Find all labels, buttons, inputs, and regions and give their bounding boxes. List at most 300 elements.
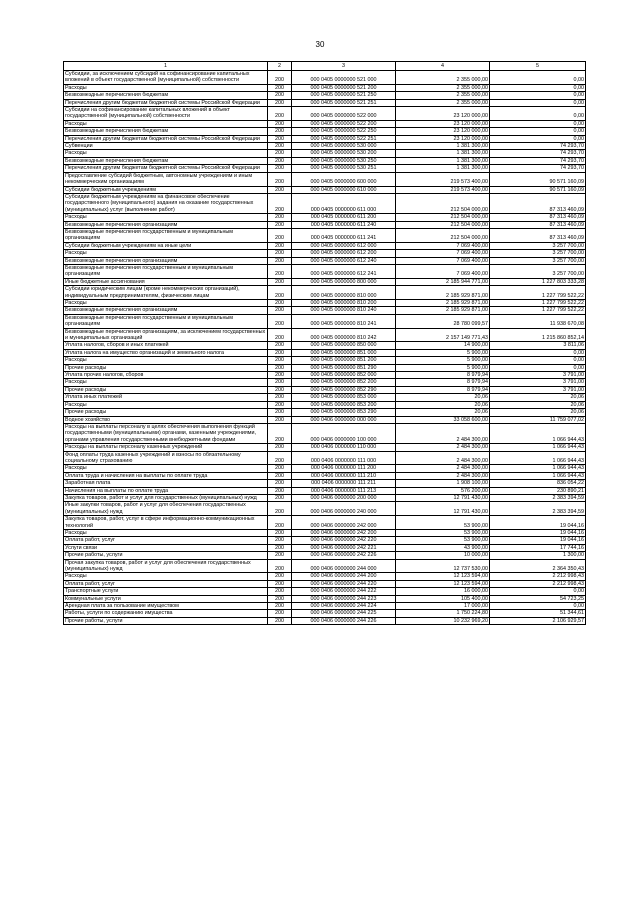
- row-name-cell: Субсидии на софинансирование капитальных вложений в объект государственной (муниципальной) собственности: [64, 107, 268, 121]
- row-executed-cell: 51 344,61: [490, 610, 586, 617]
- row-executed-cell: 2 106 929,57: [490, 617, 586, 624]
- budget-table: [63, 61, 586, 625]
- row-budget-code-cell: 000 0406 0000000 244 200: [292, 573, 396, 580]
- row-line-code-cell: 200: [268, 165, 292, 172]
- row-line-code-cell: 200: [268, 552, 292, 559]
- row-executed-cell: 87 313 460,09: [490, 228, 586, 242]
- row-budget-code-cell: 000 0406 0000000 242 226: [292, 552, 396, 559]
- row-name-cell: Расходы: [64, 530, 268, 537]
- row-approved-cell: 12 123 594,00: [396, 580, 490, 587]
- row-name-cell: Расходы: [64, 300, 268, 307]
- row-line-code-cell: 200: [268, 214, 292, 221]
- row-line-code-cell: 200: [268, 580, 292, 587]
- row-budget-code-cell: 000 0405 0000000 852 200: [292, 379, 396, 386]
- row-approved-cell: 212 504 000,00: [396, 228, 490, 242]
- row-executed-cell: 1 227 799 522,22: [490, 307, 586, 314]
- row-line-code-cell: 200: [268, 107, 292, 121]
- row-approved-cell: 20,06: [396, 401, 490, 408]
- row-budget-code-cell: 000 0406 0000000 244 226: [292, 617, 396, 624]
- row-name-cell: Расходы: [64, 250, 268, 257]
- table-row: [64, 92, 586, 99]
- row-name-cell: Безвозмездные перечисления бюджетам: [64, 128, 268, 135]
- row-budget-code-cell: 000 0405 0000000 810 000: [292, 286, 396, 300]
- table-row: [64, 250, 586, 257]
- row-executed-cell: 2 383 394,59: [490, 494, 586, 501]
- page-number: 30: [315, 40, 325, 49]
- row-name-cell: Субвенции: [64, 143, 268, 150]
- row-approved-cell: 14 900,00: [396, 342, 490, 349]
- row-approved-cell: 2 157 149 771,43: [396, 328, 490, 342]
- row-budget-code-cell: 000 0406 0000000 242 220: [292, 537, 396, 544]
- row-executed-cell: 0,00: [490, 99, 586, 106]
- table-row: [64, 386, 586, 393]
- header-cell: 2: [268, 62, 292, 71]
- header-cell: 5: [490, 62, 586, 71]
- row-approved-cell: 12 737 530,00: [396, 559, 490, 573]
- table-row: [64, 559, 586, 573]
- row-executed-cell: 74 293,70: [490, 165, 586, 172]
- row-name-cell: Субсидии бюджетным учреждениям на финансовое обеспечение государственного (муниципального) задания на оказание государственных (муниципальных) услуг (выполнение работ): [64, 193, 268, 213]
- row-name-cell: Оплата работ, услуг: [64, 580, 268, 587]
- row-line-code-cell: 200: [268, 401, 292, 408]
- row-line-code-cell: 200: [268, 257, 292, 264]
- row-name-cell: Субсидии бюджетным учреждениям: [64, 186, 268, 193]
- table-row: [64, 357, 586, 364]
- row-name-cell: Расходы: [64, 379, 268, 386]
- row-name-cell: Безвозмездные перечисления государственным и муниципальным организациям: [64, 228, 268, 242]
- row-approved-cell: 219 573 400,00: [396, 172, 490, 186]
- row-name-cell: Уплата иных платежей: [64, 394, 268, 401]
- table-row: [64, 617, 586, 624]
- row-executed-cell: 19 044,16: [490, 537, 586, 544]
- row-executed-cell: 0,00: [490, 349, 586, 356]
- row-approved-cell: 2 185 929 871,00: [396, 300, 490, 307]
- row-line-code-cell: 200: [268, 494, 292, 501]
- row-approved-cell: 23 120 000,00: [396, 107, 490, 121]
- table-row: [64, 588, 586, 595]
- row-approved-cell: 2 484 300,00: [396, 451, 490, 465]
- row-approved-cell: 17 000,00: [396, 603, 490, 610]
- row-name-cell: Безвозмездные перечисления государственным и муниципальным организациям: [64, 264, 268, 278]
- row-line-code-cell: 200: [268, 84, 292, 91]
- row-executed-cell: 20,06: [490, 409, 586, 416]
- table-row: [64, 150, 586, 157]
- row-budget-code-cell: 000 0405 0000000 530 000: [292, 143, 396, 150]
- row-approved-cell: 1 381 300,00: [396, 143, 490, 150]
- table-row: [64, 349, 586, 356]
- row-name-cell: Перечисления другим бюджетам бюджетной системы Российской Федерации: [64, 135, 268, 142]
- row-executed-cell: 0,00: [490, 71, 586, 85]
- row-executed-cell: 1 300,00: [490, 552, 586, 559]
- row-budget-code-cell: 000 0405 0000000 610 000: [292, 186, 396, 193]
- row-budget-code-cell: 000 0405 0000000 853 290: [292, 409, 396, 416]
- table-row: [64, 214, 586, 221]
- table-row: [64, 537, 586, 544]
- row-approved-cell: 1 381 300,00: [396, 150, 490, 157]
- row-line-code-cell: 200: [268, 186, 292, 193]
- row-executed-cell: 230 890,21: [490, 487, 586, 494]
- table-row: [64, 328, 586, 342]
- row-approved-cell: 23 120 000,00: [396, 135, 490, 142]
- row-executed-cell: 54 723,25: [490, 595, 586, 602]
- table-row: [64, 416, 586, 423]
- row-budget-code-cell: 000 0406 0000000 240 000: [292, 502, 396, 516]
- row-budget-code-cell: 000 0405 0000000 853 200: [292, 401, 396, 408]
- row-budget-code-cell: 000 0406 0000000 111 200: [292, 465, 396, 472]
- row-executed-cell: 1 227 799 522,22: [490, 286, 586, 300]
- row-approved-cell: 2 484 300,00: [396, 465, 490, 472]
- table-row: [64, 228, 586, 242]
- row-line-code-cell: 200: [268, 193, 292, 213]
- row-executed-cell: 3 791,00: [490, 379, 586, 386]
- table-row: [64, 128, 586, 135]
- row-budget-code-cell: 000 0405 0000000 810 240: [292, 307, 396, 314]
- table-row: [64, 242, 586, 249]
- row-line-code-cell: 200: [268, 357, 292, 364]
- table-row: [64, 573, 586, 580]
- row-name-cell: Уплата налогов, сборов и иных платежей: [64, 342, 268, 349]
- row-approved-cell: 53 900,00: [396, 530, 490, 537]
- row-name-cell: Услуги связи: [64, 544, 268, 551]
- row-line-code-cell: 200: [268, 480, 292, 487]
- table-row: [64, 193, 586, 213]
- row-budget-code-cell: 000 0406 0000000 244 225: [292, 610, 396, 617]
- row-executed-cell: 2 212 998,43: [490, 573, 586, 580]
- header-cell: 3: [292, 62, 396, 71]
- row-budget-code-cell: 000 0406 0000000 111 210: [292, 472, 396, 479]
- row-line-code-cell: 200: [268, 221, 292, 228]
- row-executed-cell: 0,00: [490, 84, 586, 91]
- row-executed-cell: 0,00: [490, 364, 586, 371]
- row-budget-code-cell: 000 0405 0000000 521 200: [292, 84, 396, 91]
- row-name-cell: Безвозмездные перечисления организациям, за исключением государственных и муниципальных организаций: [64, 328, 268, 342]
- table-row: [64, 278, 586, 285]
- row-line-code-cell: 200: [268, 379, 292, 386]
- row-line-code-cell: 200: [268, 314, 292, 328]
- row-approved-cell: 20,06: [396, 409, 490, 416]
- row-executed-cell: 0,00: [490, 120, 586, 127]
- row-line-code-cell: 200: [268, 286, 292, 300]
- row-line-code-cell: 200: [268, 150, 292, 157]
- table-row: [64, 186, 586, 193]
- row-name-cell: Безвозмездные перечисления организациям: [64, 221, 268, 228]
- table-row: [64, 307, 586, 314]
- row-approved-cell: 1 381 300,00: [396, 157, 490, 164]
- row-approved-cell: 23 120 000,00: [396, 120, 490, 127]
- row-budget-code-cell: 000 0405 0000000 810 241: [292, 314, 396, 328]
- row-name-cell: Закупка товаров, работ и услуг для государственных (муниципальных) нужд: [64, 494, 268, 501]
- row-approved-cell: 5 900,00: [396, 349, 490, 356]
- row-executed-cell: 0,00: [490, 135, 586, 142]
- row-line-code-cell: 200: [268, 386, 292, 393]
- row-budget-code-cell: 000 0406 0000000 242 221: [292, 544, 396, 551]
- table-row: [64, 487, 586, 494]
- table-row: [64, 221, 586, 228]
- row-budget-code-cell: 000 0406 0000000 244 222: [292, 588, 396, 595]
- row-line-code-cell: 200: [268, 416, 292, 423]
- row-name-cell: Безвозмездные перечисления организациям: [64, 257, 268, 264]
- row-approved-cell: 2 484 300,00: [396, 444, 490, 451]
- row-approved-cell: 1 750 224,80: [396, 610, 490, 617]
- row-approved-cell: 2 185 929 871,00: [396, 286, 490, 300]
- row-approved-cell: 8 979,94: [396, 379, 490, 386]
- table-row: [64, 157, 586, 164]
- table-row: [64, 552, 586, 559]
- row-line-code-cell: 200: [268, 595, 292, 602]
- row-executed-cell: 3 791,00: [490, 386, 586, 393]
- row-line-code-cell: 200: [268, 242, 292, 249]
- table-row: [64, 135, 586, 142]
- header-cell: 1: [64, 62, 268, 71]
- row-approved-cell: 1 381 300,00: [396, 165, 490, 172]
- row-line-code-cell: 200: [268, 487, 292, 494]
- row-executed-cell: 74 293,70: [490, 143, 586, 150]
- row-executed-cell: 87 313 460,09: [490, 193, 586, 213]
- row-line-code-cell: 200: [268, 228, 292, 242]
- row-approved-cell: 7 069 400,00: [396, 264, 490, 278]
- row-approved-cell: 16 000,00: [396, 588, 490, 595]
- table-row: [64, 409, 586, 416]
- row-line-code-cell: 200: [268, 610, 292, 617]
- row-approved-cell: 2 355 000,00: [396, 84, 490, 91]
- row-executed-cell: 1 066 944,43: [490, 465, 586, 472]
- row-executed-cell: 90 571 160,09: [490, 186, 586, 193]
- row-executed-cell: 74 293,70: [490, 157, 586, 164]
- row-budget-code-cell: 000 0405 0000000 530 251: [292, 165, 396, 172]
- row-line-code-cell: 200: [268, 588, 292, 595]
- row-executed-cell: 1 227 799 522,22: [490, 300, 586, 307]
- row-approved-cell: 105 400,00: [396, 595, 490, 602]
- row-budget-code-cell: 000 0405 0000000 522 000: [292, 107, 396, 121]
- row-approved-cell: 8 979,94: [396, 386, 490, 393]
- row-line-code-cell: 200: [268, 92, 292, 99]
- row-approved-cell: 12 123 594,00: [396, 573, 490, 580]
- row-budget-code-cell: 000 0406 0000000 244 223: [292, 595, 396, 602]
- row-approved-cell: 7 069 400,00: [396, 242, 490, 249]
- row-executed-cell: 87 313 460,09: [490, 214, 586, 221]
- row-executed-cell: 11 938 670,08: [490, 314, 586, 328]
- row-executed-cell: 0,00: [490, 588, 586, 595]
- table-header-row: [64, 62, 586, 71]
- row-approved-cell: 5 900,00: [396, 357, 490, 364]
- row-budget-code-cell: 000 0405 0000000 611 241: [292, 228, 396, 242]
- row-budget-code-cell: 000 0406 0000000 242 000: [292, 516, 396, 530]
- row-line-code-cell: 200: [268, 530, 292, 537]
- row-approved-cell: 576 200,00: [396, 487, 490, 494]
- row-line-code-cell: 200: [268, 250, 292, 257]
- table-row: [64, 300, 586, 307]
- row-line-code-cell: 200: [268, 559, 292, 573]
- row-executed-cell: 3 257 700,00: [490, 264, 586, 278]
- row-budget-code-cell: 000 0406 0000000 100 000: [292, 423, 396, 443]
- row-executed-cell: 11 759 077,02: [490, 416, 586, 423]
- table-row: [64, 372, 586, 379]
- row-budget-code-cell: 000 0405 0000000 612 241: [292, 264, 396, 278]
- row-approved-cell: 7 069 400,00: [396, 257, 490, 264]
- row-approved-cell: 2 185 944 771,00: [396, 278, 490, 285]
- row-name-cell: Арендная плата за пользование имуществом: [64, 603, 268, 610]
- row-name-cell: Расходы: [64, 120, 268, 127]
- row-executed-cell: 3 257 700,00: [490, 242, 586, 249]
- row-approved-cell: 12 791 430,00: [396, 494, 490, 501]
- row-line-code-cell: 200: [268, 409, 292, 416]
- row-line-code-cell: 200: [268, 172, 292, 186]
- row-name-cell: Безвозмездные перечисления бюджетам: [64, 92, 268, 99]
- table-row: [64, 423, 586, 443]
- row-executed-cell: 1 215 860 852,14: [490, 328, 586, 342]
- row-name-cell: Уплата прочих налогов, сборов: [64, 372, 268, 379]
- table-row: [64, 286, 586, 300]
- row-budget-code-cell: 000 0405 0000000 810 200: [292, 300, 396, 307]
- row-line-code-cell: 200: [268, 342, 292, 349]
- row-name-cell: Субсидии юридическим лицам (кроме некоммерческих организаций), индивидуальным предпринимателям, физическим лицам: [64, 286, 268, 300]
- row-executed-cell: 1 066 944,43: [490, 451, 586, 465]
- row-line-code-cell: 200: [268, 349, 292, 356]
- row-budget-code-cell: 000 0406 0000000 200 000: [292, 494, 396, 501]
- row-executed-cell: 3 257 700,00: [490, 250, 586, 257]
- row-line-code-cell: 200: [268, 502, 292, 516]
- row-name-cell: Расходы на выплаты персоналу казенных учреждений: [64, 444, 268, 451]
- row-approved-cell: 10 000,00: [396, 552, 490, 559]
- row-budget-code-cell: 000 0405 0000000 851 000: [292, 349, 396, 356]
- row-budget-code-cell: 000 0405 0000000 850 000: [292, 342, 396, 349]
- row-line-code-cell: 200: [268, 364, 292, 371]
- row-budget-code-cell: 000 0405 0000000 851 290: [292, 364, 396, 371]
- row-name-cell: Перечисления другим бюджетам бюджетной системы Российской Федерации: [64, 165, 268, 172]
- table-row: [64, 364, 586, 371]
- row-approved-cell: 53 900,00: [396, 516, 490, 530]
- row-name-cell: Иные закупки товаров, работ и услуг для обеспечения государственных (муниципальных) нужд: [64, 502, 268, 516]
- row-approved-cell: 2 484 300,00: [396, 472, 490, 479]
- row-line-code-cell: 200: [268, 328, 292, 342]
- row-executed-cell: 1 066 944,43: [490, 472, 586, 479]
- table-row: [64, 401, 586, 408]
- row-line-code-cell: 200: [268, 617, 292, 624]
- row-budget-code-cell: 000 0406 0000000 111 213: [292, 487, 396, 494]
- row-executed-cell: 1 066 944,43: [490, 444, 586, 451]
- row-budget-code-cell: 000 0406 0000000 244 220: [292, 580, 396, 587]
- row-line-code-cell: 200: [268, 120, 292, 127]
- row-line-code-cell: 200: [268, 537, 292, 544]
- row-name-cell: Безвозмездные перечисления бюджетам: [64, 157, 268, 164]
- row-approved-cell: 2 355 000,00: [396, 99, 490, 106]
- row-budget-code-cell: 000 0406 0000000 242 200: [292, 530, 396, 537]
- row-name-cell: Расходы: [64, 357, 268, 364]
- row-executed-cell: 0,00: [490, 107, 586, 121]
- row-name-cell: Уплата налога на имущество организаций и земельного налога: [64, 349, 268, 356]
- row-line-code-cell: 200: [268, 451, 292, 465]
- row-executed-cell: 836 054,22: [490, 480, 586, 487]
- table-row: [64, 107, 586, 121]
- row-budget-code-cell: 000 0405 0000000 530 200: [292, 150, 396, 157]
- row-budget-code-cell: 000 0405 0000000 611 240: [292, 221, 396, 228]
- row-line-code-cell: 200: [268, 307, 292, 314]
- row-approved-cell: 12 791 430,00: [396, 502, 490, 516]
- row-name-cell: Предоставление субсидий бюджетным, автономным учреждениям и иным некоммерческим организациям: [64, 172, 268, 186]
- table-row: [64, 480, 586, 487]
- row-name-cell: Закупка товаров, работ, услуг в сфере информационно-коммуникационных технологий: [64, 516, 268, 530]
- row-line-code-cell: 200: [268, 444, 292, 451]
- table-row: [64, 603, 586, 610]
- row-executed-cell: 2 364 350,43: [490, 559, 586, 573]
- row-line-code-cell: 200: [268, 135, 292, 142]
- row-budget-code-cell: 000 0405 0000000 521 000: [292, 71, 396, 85]
- row-name-cell: Расходы: [64, 465, 268, 472]
- row-approved-cell: 7 069 400,00: [396, 250, 490, 257]
- row-name-cell: Расходы: [64, 401, 268, 408]
- table-row: [64, 595, 586, 602]
- row-line-code-cell: 200: [268, 264, 292, 278]
- row-name-cell: Фонд оплаты труда казенных учреждений и взносы по обязательному социальному страхованию: [64, 451, 268, 465]
- row-name-cell: Расходы: [64, 150, 268, 157]
- row-approved-cell: 219 573 400,00: [396, 186, 490, 193]
- row-name-cell: Расходы на выплаты персоналу в целях обеспечения выполнения функций государственными (муниципальными) органами, казенными учреждениями, органами управления государственными внебюджетными фондами: [64, 423, 268, 443]
- row-approved-cell: 8 979,94: [396, 372, 490, 379]
- row-executed-cell: 3 257 700,00: [490, 257, 586, 264]
- row-approved-cell: 23 120 000,00: [396, 128, 490, 135]
- row-budget-code-cell: 000 0406 0000000 111 000: [292, 451, 396, 465]
- table-row: [64, 580, 586, 587]
- row-line-code-cell: 200: [268, 143, 292, 150]
- row-approved-cell: 5 900,00: [396, 364, 490, 371]
- row-name-cell: Субсидии бюджетным учреждениям на иные цели: [64, 242, 268, 249]
- row-approved-cell: 212 504 000,00: [396, 221, 490, 228]
- row-budget-code-cell: 000 0405 0000000 600 000: [292, 172, 396, 186]
- table-row: [64, 342, 586, 349]
- row-executed-cell: 74 293,70: [490, 150, 586, 157]
- row-name-cell: Безвозмездные перечисления организациям: [64, 307, 268, 314]
- table-row: [64, 99, 586, 106]
- row-name-cell: Иные бюджетные ассигнования: [64, 278, 268, 285]
- row-line-code-cell: 200: [268, 300, 292, 307]
- row-executed-cell: 3 791,00: [490, 372, 586, 379]
- row-executed-cell: 90 571 160,09: [490, 172, 586, 186]
- row-budget-code-cell: 000 0405 0000000 611 000: [292, 193, 396, 213]
- row-name-cell: Водное хозяйство: [64, 416, 268, 423]
- row-executed-cell: 0,00: [490, 128, 586, 135]
- row-name-cell: Оплата труда и начисления на выплаты по оплате труда: [64, 472, 268, 479]
- table-row: [64, 379, 586, 386]
- row-budget-code-cell: 000 0405 0000000 612 000: [292, 242, 396, 249]
- row-budget-code-cell: 000 0405 0000000 522 250: [292, 128, 396, 135]
- row-line-code-cell: 200: [268, 71, 292, 85]
- row-name-cell: Коммунальные услуги: [64, 595, 268, 602]
- row-budget-code-cell: 000 0405 0000000 852 000: [292, 372, 396, 379]
- table-row: [64, 610, 586, 617]
- row-approved-cell: 2 185 929 871,00: [396, 307, 490, 314]
- table-row: [64, 84, 586, 91]
- row-budget-code-cell: 000 0405 0000000 611 200: [292, 214, 396, 221]
- row-approved-cell: 43 900,00: [396, 544, 490, 551]
- row-executed-cell: 0,00: [490, 603, 586, 610]
- row-budget-code-cell: 000 0406 0000000 244 000: [292, 559, 396, 573]
- row-budget-code-cell: 000 0405 0000000 800 000: [292, 278, 396, 285]
- row-line-code-cell: 200: [268, 157, 292, 164]
- table-row: [64, 544, 586, 551]
- row-approved-cell: 10 232 969,20: [396, 617, 490, 624]
- row-name-cell: Прочие расходы: [64, 386, 268, 393]
- table-row: [64, 264, 586, 278]
- row-name-cell: Расходы: [64, 214, 268, 221]
- row-executed-cell: 3 811,06: [490, 342, 586, 349]
- row-budget-code-cell: 000 0405 0000000 810 242: [292, 328, 396, 342]
- row-line-code-cell: 200: [268, 544, 292, 551]
- row-name-cell: Заработная плата: [64, 480, 268, 487]
- row-approved-cell: 212 504 000,00: [396, 214, 490, 221]
- table-row: [64, 165, 586, 172]
- row-executed-cell: 1 066 944,43: [490, 423, 586, 443]
- row-line-code-cell: 200: [268, 472, 292, 479]
